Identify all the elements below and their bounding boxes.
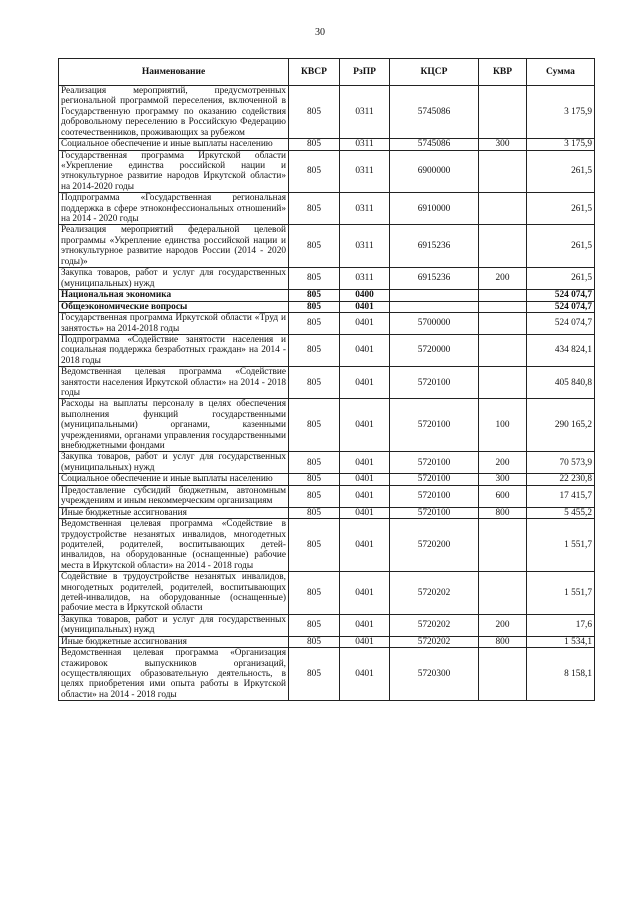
page-number: 30: [315, 27, 325, 38]
row-kcsr: 5720100: [390, 452, 479, 474]
row-kcsr: [390, 289, 479, 301]
table-row: [59, 193, 595, 225]
row-kcsr: 5700000: [390, 313, 479, 335]
row-kcsr: 5720100: [390, 399, 479, 452]
row-name: Государственная программа Иркутской области «Труд и занятость» на 2014-2018 годы: [59, 313, 289, 335]
row-sum: 261,5: [527, 150, 595, 193]
row-sum: 261,5: [527, 225, 595, 268]
row-kvr: 200: [479, 268, 527, 290]
row-rzpr: 0311: [340, 86, 390, 139]
row-kvsr: 805: [289, 86, 340, 139]
row-kvsr: 805: [289, 399, 340, 452]
row-rzpr: 0311: [340, 225, 390, 268]
row-kcsr: 5720200: [390, 519, 479, 572]
row-kvr: [479, 225, 527, 268]
table-row: [59, 519, 595, 572]
table-row: [59, 474, 595, 486]
row-sum: 524 074,7: [527, 313, 595, 335]
row-kvr: [479, 86, 527, 139]
row-kvsr: 805: [289, 150, 340, 193]
row-kvsr: 805: [289, 519, 340, 572]
row-kvr: 200: [479, 614, 527, 636]
row-kvsr: 805: [289, 474, 340, 486]
row-sum: 22 230,8: [527, 474, 595, 486]
row-kvsr: 805: [289, 636, 340, 648]
row-sum: 3 175,9: [527, 139, 595, 151]
row-rzpr: 0401: [340, 313, 390, 335]
row-name: Социальное обеспечение и иные выплаты населению: [59, 139, 289, 151]
row-kvsr: 805: [289, 572, 340, 615]
row-name: Содействие в трудоустройстве незанятых инвалидов, многодетных родителей, родителей, воспитывающих детей-инвалидов, на оборудованные (оснащенные) рабочие места в Иркутской области: [59, 572, 289, 615]
row-kcsr: 5720100: [390, 485, 479, 507]
row-sum: 3 175,9: [527, 86, 595, 139]
table-row: [59, 648, 595, 701]
row-name: Закупка товаров, работ и услуг для государственных (муниципальных) нужд: [59, 614, 289, 636]
row-kvsr: 805: [289, 334, 340, 366]
row-kvsr: 805: [289, 485, 340, 507]
row-kvr: [479, 367, 527, 399]
row-kcsr: 6910000: [390, 193, 479, 225]
row-kvsr: 805: [289, 225, 340, 268]
row-kcsr: 5720000: [390, 334, 479, 366]
row-name: Ведомственная целевая программа «Содействие в трудоустройстве незанятых инвалидов, многодетных родителей, родителей, воспитывающих детей-инвалидов, на оборудованные (оснащенные) рабочие места в Иркутской области» на 2014 - 2018 годы: [59, 519, 289, 572]
row-kvr: [479, 150, 527, 193]
table-row: [59, 268, 595, 290]
row-kvr: 200: [479, 452, 527, 474]
row-rzpr: 0401: [340, 367, 390, 399]
row-kvr: [479, 519, 527, 572]
row-rzpr: 0401: [340, 519, 390, 572]
row-kcsr: 5720202: [390, 572, 479, 615]
row-kvr: [479, 313, 527, 335]
row-name: Реализация мероприятий, предусмотренных региональной программой переселения, включенной в Государственную программу по оказанию содействия добровольному переселению в Российскую Федерацию соотечественников, проживающих за рубежом: [59, 86, 289, 139]
table-row: [59, 150, 595, 193]
row-sum: 261,5: [527, 268, 595, 290]
row-kcsr: 6915236: [390, 225, 479, 268]
row-name: Реализация мероприятий федеральной целевой программы «Укрепление единства российской нации и этнокультурное развитие народов России (2014 - 2020 годы)»: [59, 225, 289, 268]
row-kcsr: 5720100: [390, 507, 479, 519]
row-kvr: [479, 193, 527, 225]
row-rzpr: 0401: [340, 334, 390, 366]
table-row: [59, 225, 595, 268]
table-row: [59, 452, 595, 474]
row-kvr: [479, 301, 527, 313]
header-kcsr: КЦСР: [390, 59, 479, 86]
row-rzpr: 0401: [340, 301, 390, 313]
row-kcsr: 5720300: [390, 648, 479, 701]
row-kvsr: 805: [289, 648, 340, 701]
row-sum: 70 573,9: [527, 452, 595, 474]
row-kvr: 300: [479, 139, 527, 151]
row-name: Общеэкономические вопросы: [59, 301, 289, 313]
header-sum: Сумма: [527, 59, 595, 86]
row-kcsr: [390, 301, 479, 313]
row-rzpr: 0401: [340, 399, 390, 452]
row-name: Иные бюджетные ассигнования: [59, 636, 289, 648]
row-kvsr: 805: [289, 193, 340, 225]
row-name: Ведомственная целевая программа «Организация стажировок выпускников организаций, осуществляющих образовательную деятельность, в целях приобретения ими опыта работы в Иркутской области» на 2014 - 2018 годы: [59, 648, 289, 701]
table-row: [59, 289, 595, 301]
row-sum: 524 074,7: [527, 301, 595, 313]
header-kvr: КВР: [479, 59, 527, 86]
table-row: [59, 399, 595, 452]
row-sum: 434 824,1: [527, 334, 595, 366]
row-kvr: 600: [479, 485, 527, 507]
row-sum: 405 840,8: [527, 367, 595, 399]
row-kvsr: 805: [289, 452, 340, 474]
header-name: Наименование: [59, 59, 289, 86]
row-kcsr: 5745086: [390, 86, 479, 139]
row-kvsr: 805: [289, 614, 340, 636]
row-rzpr: 0400: [340, 289, 390, 301]
row-rzpr: 0401: [340, 452, 390, 474]
row-name: Подпрограмма «Государственная региональная поддержка в сфере этноконфессиональных отношений» на 2014 - 2020 годы: [59, 193, 289, 225]
row-rzpr: 0311: [340, 268, 390, 290]
row-kvsr: 805: [289, 139, 340, 151]
table-row: [59, 313, 595, 335]
row-name: Иные бюджетные ассигнования: [59, 507, 289, 519]
table-row: [59, 367, 595, 399]
row-kcsr: 5745086: [390, 139, 479, 151]
row-sum: 17 415,7: [527, 485, 595, 507]
row-name: Закупка товаров, работ и услуг для государственных (муниципальных) нужд: [59, 452, 289, 474]
table-row: [59, 507, 595, 519]
row-kvr: [479, 572, 527, 615]
row-kvsr: 805: [289, 367, 340, 399]
row-kvr: 800: [479, 507, 527, 519]
row-sum: 1 551,7: [527, 572, 595, 615]
row-name: Ведомственная целевая программа «Содействие занятости населения Иркутской области» на 2014 - 2018 годы: [59, 367, 289, 399]
row-kvsr: 805: [289, 313, 340, 335]
row-sum: 8 158,1: [527, 648, 595, 701]
row-kvr: 300: [479, 474, 527, 486]
row-sum: 261,5: [527, 193, 595, 225]
row-kvsr: 805: [289, 507, 340, 519]
row-sum: 290 165,2: [527, 399, 595, 452]
row-rzpr: 0401: [340, 648, 390, 701]
row-sum: 1 534,1: [527, 636, 595, 648]
row-name: Государственная программа Иркутской области «Укрепление единства российской нации и этнокультурное развитие народов Иркутской области» на 2014-2020 годы: [59, 150, 289, 193]
header-rzpr: РзПР: [340, 59, 390, 86]
table-header-row: [59, 59, 595, 86]
table-row: [59, 614, 595, 636]
row-rzpr: 0401: [340, 474, 390, 486]
row-kcsr: 5720202: [390, 614, 479, 636]
row-rzpr: 0401: [340, 507, 390, 519]
row-kcsr: 5720202: [390, 636, 479, 648]
row-kcsr: 6915236: [390, 268, 479, 290]
row-rzpr: 0401: [340, 636, 390, 648]
table-row: [59, 86, 595, 139]
row-rzpr: 0401: [340, 614, 390, 636]
table-row: [59, 139, 595, 151]
row-kvsr: 805: [289, 301, 340, 313]
row-kvr: [479, 648, 527, 701]
row-kvsr: 805: [289, 289, 340, 301]
row-kvr: [479, 334, 527, 366]
row-kcsr: 6900000: [390, 150, 479, 193]
row-kvsr: 805: [289, 268, 340, 290]
row-rzpr: 0401: [340, 485, 390, 507]
table-row: [59, 334, 595, 366]
row-kcsr: 5720100: [390, 474, 479, 486]
row-name: Расходы на выплаты персоналу в целях обеспечения выполнения функций государственными (муниципальными) органами, казенными учреждениями, органами управления государственными внебюджетными фондами: [59, 399, 289, 452]
row-kcsr: 5720100: [390, 367, 479, 399]
row-rzpr: 0311: [340, 193, 390, 225]
row-name: Социальное обеспечение и иные выплаты населению: [59, 474, 289, 486]
row-name: Подпрограмма «Содействие занятости населения и социальная поддержка безработных граждан» на 2014 - 2018 годы: [59, 334, 289, 366]
table-row: [59, 485, 595, 507]
table-row: [59, 301, 595, 313]
header-kvsr: КВСР: [289, 59, 340, 86]
row-sum: 1 551,7: [527, 519, 595, 572]
table-row: [59, 636, 595, 648]
row-rzpr: 0311: [340, 139, 390, 151]
row-rzpr: 0311: [340, 150, 390, 193]
row-kvr: 800: [479, 636, 527, 648]
row-kvr: 100: [479, 399, 527, 452]
row-rzpr: 0401: [340, 572, 390, 615]
row-sum: 17,6: [527, 614, 595, 636]
row-sum: 524 074,7: [527, 289, 595, 301]
row-name: Закупка товаров, работ и услуг для государственных (муниципальных) нужд: [59, 268, 289, 290]
table-row: [59, 572, 595, 615]
budget-table: [58, 58, 595, 701]
row-sum: 5 455,2: [527, 507, 595, 519]
row-kvr: [479, 289, 527, 301]
row-name: Национальная экономика: [59, 289, 289, 301]
row-name: Предоставление субсидий бюджетным, автономным учреждениям и иным некоммерческим организациям: [59, 485, 289, 507]
